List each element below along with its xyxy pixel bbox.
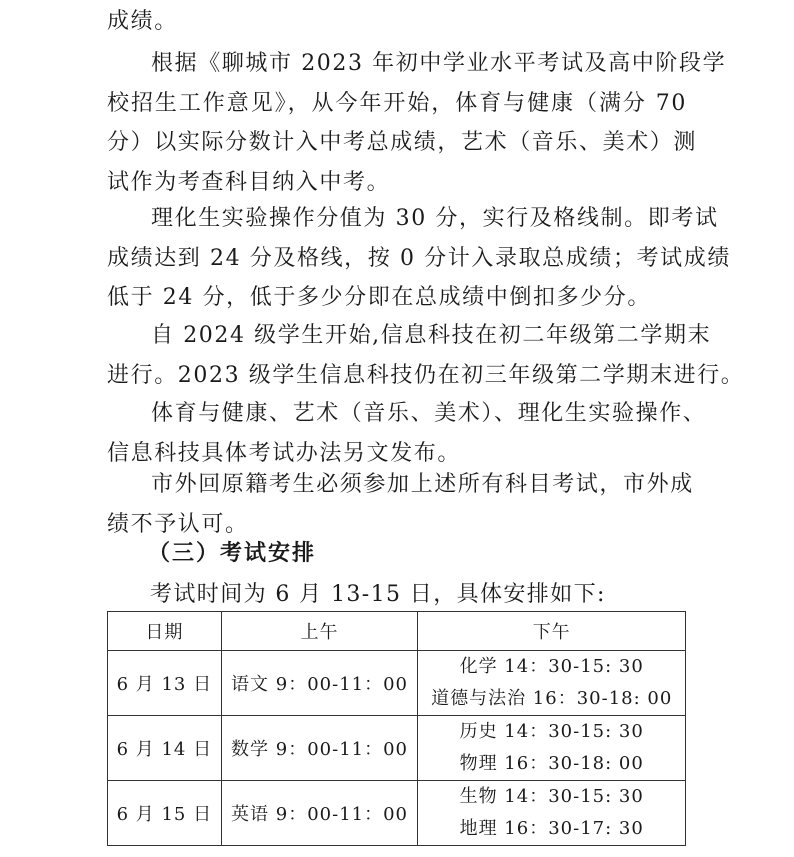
paragraph-scoring-policy (107, 44, 727, 202)
afternoon-exam: 化学 14：30-15: 30 (459, 656, 644, 677)
afternoon-exam: 地理 16：30-17: 30 (459, 818, 644, 839)
date-cell: 6 月 15 日 (108, 781, 222, 846)
text-line: 成绩。 (107, 9, 178, 34)
paragraph-lab-exam (107, 199, 731, 318)
paragraph-info-tech (107, 316, 745, 395)
table-row (108, 651, 686, 716)
afternoon-cell (418, 651, 686, 716)
table-header-row (108, 612, 686, 651)
text-line: 市外回原籍考生必须参加上述所有科目考试，市外成 (151, 472, 694, 497)
afternoon-cell (418, 716, 686, 781)
morning-cell: 数学 9：00-11：00 (221, 716, 418, 781)
paragraph-out-of-city (107, 465, 694, 544)
text-line: 低于 24 分，低于多少分即在总成绩中倒扣多少分。 (107, 285, 651, 310)
header-morning: 上午 (221, 612, 418, 651)
text-line: 绩不予认可。 (107, 511, 249, 537)
text-line: 根据《聊城市 2023 年初中学业水平考试及高中阶段学 (151, 51, 727, 76)
table-row (108, 716, 686, 781)
schedule-intro: 考试时间为 6 月 13-15 日，具体安排如下: (150, 582, 606, 607)
morning-cell: 语文 9：00-11：00 (221, 651, 418, 716)
text-line: 信息科技具体考试办法另文发布。 (107, 440, 462, 466)
date-cell: 6 月 14 日 (108, 716, 222, 781)
paragraph-exam-methods (107, 394, 707, 473)
header-afternoon: 下午 (418, 612, 686, 651)
afternoon-exam: 物理 16：30-18: 00 (459, 753, 644, 774)
paragraph-continuation (107, 2, 687, 42)
text-line: 分）以实际分数计入中考总成绩，艺术（音乐、美术）测 (107, 130, 698, 155)
text-line: 理化生实验操作分值为 30 分，实行及格线制。即考试 (151, 206, 719, 231)
text-line: 自 2024 级学生开始,信息科技在初二年级第二学期末 (151, 323, 712, 348)
exam-schedule-table (107, 611, 686, 846)
afternoon-exam: 生物 14：30-15: 30 (459, 786, 644, 807)
text-line: 体育与健康、艺术（音乐、美术）、理化生实验操作、 (151, 401, 707, 426)
text-line: 校招生工作意见》，从今年开始，体育与健康（满分 70 (107, 90, 687, 116)
afternoon-exam: 历史 14：30-15: 30 (459, 721, 644, 742)
table-row (108, 781, 686, 846)
afternoon-cell (418, 781, 686, 846)
header-date: 日期 (108, 612, 222, 651)
date-cell: 6 月 13 日 (108, 651, 222, 716)
text-line: 进行。2023 级学生信息科技仍在初三年级第二学期末进行。 (107, 362, 745, 388)
morning-cell: 英语 9：00-11：00 (221, 781, 418, 846)
text-line: 试作为考查科目纳入中考。 (107, 169, 391, 195)
section-heading: （三）考试安排 (148, 541, 317, 566)
text-line: 成绩达到 24 分及格线，按 0 分计入录取总成绩；考试成绩 (107, 245, 731, 271)
afternoon-exam: 道德与法治 16：30-18: 00 (431, 688, 673, 709)
